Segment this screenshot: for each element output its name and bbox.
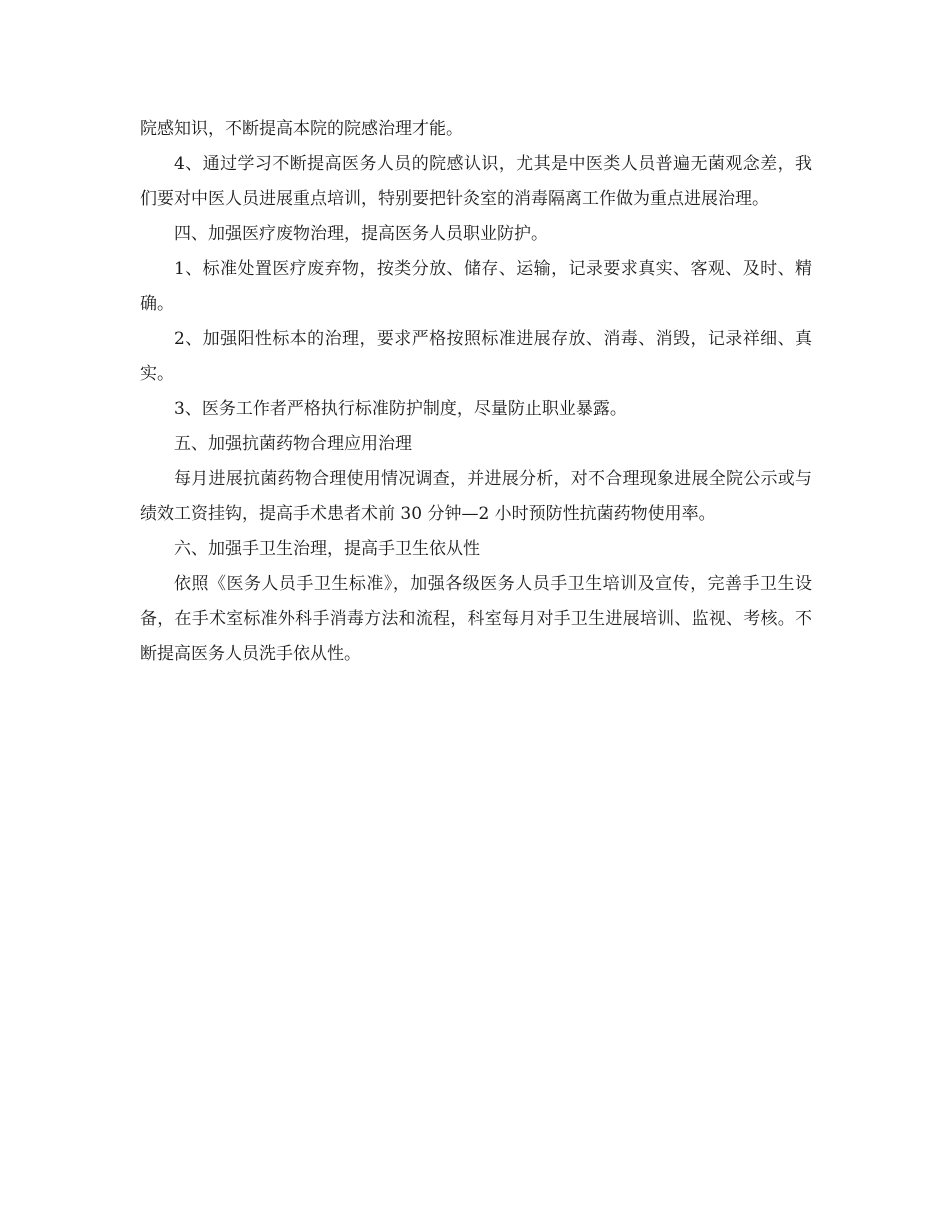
section-heading-6: 六、加强手卫生治理，提高手卫生依从性 bbox=[174, 539, 480, 559]
paragraph-hand-hygiene: 依照《医务人员手卫生标准》，加强各级医务人员手卫生培训及宣传，完善手卫生设备，在手术室标准外科手消毒方法和流程，科室每月对手卫生进展培训、监视、考核。不断提高医务人员洗手依从性。 bbox=[140, 574, 812, 664]
paragraph-continuation: 院感知识，不断提高本院的院感治理才能。 bbox=[140, 119, 463, 139]
paragraph-item-2: 2、加强阳性标本的治理，要求严格按照标准进展存放、消毒、消毁，记录祥细、真实。 bbox=[140, 329, 812, 384]
paragraph-item-3: 3、医务工作者严格执行标准防护制度，尽量防止职业暴露。 bbox=[174, 399, 627, 419]
section-heading-4: 四、加强医疗废物治理，提高医务人员职业防护。 bbox=[174, 224, 548, 244]
paragraph-item-4: 4、通过学习不断提高医务人员的院感认识，尤其是中医类人员普遍无菌观念差，我们要对中医人员进展重点培训，特别要把针灸室的消毒隔离工作做为重点进展治理。 bbox=[140, 154, 812, 209]
section-heading-5: 五、加强抗菌药物合理应用治理 bbox=[174, 434, 412, 454]
paragraph-antibiotics: 每月进展抗菌药物合理使用情况调查，并进展分析，对不合理现象进展全院公示或与绩效工资挂钩，提高手术患者术前 30 分钟—2 小时预防性抗菌药物使用率。 bbox=[140, 469, 812, 524]
document-body bbox=[140, 112, 812, 672]
paragraph-item-1: 1、标准处置医疗废弃物，按类分放、储存、运输，记录要求真实、客观、及时、精确。 bbox=[140, 259, 812, 314]
